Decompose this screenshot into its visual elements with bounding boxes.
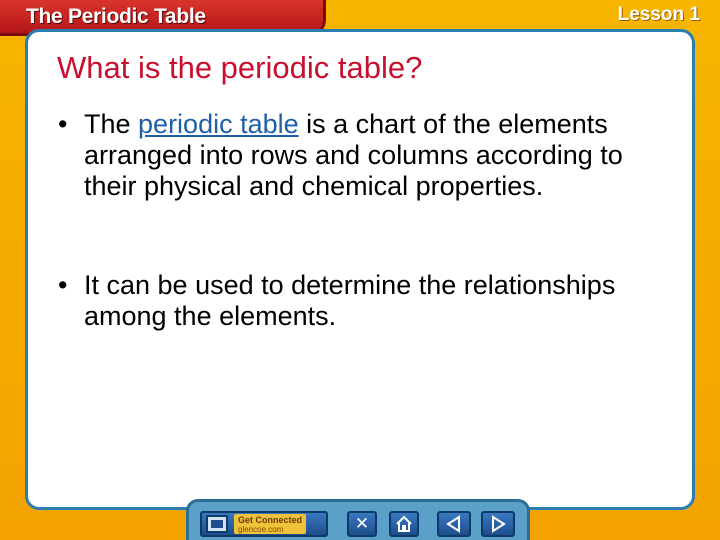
bullet-item-2 <box>58 270 658 332</box>
close-icon: ✕ <box>354 513 370 534</box>
home-icon <box>395 515 413 533</box>
close-button[interactable] <box>347 511 377 537</box>
bullet-marker: • <box>58 270 68 300</box>
bullet-text: It can be used to determine the relationships among the elements. <box>84 270 616 331</box>
navigation-bar <box>186 499 530 540</box>
term-link[interactable]: periodic table <box>138 109 299 139</box>
get-connected-text: Get Connected <box>238 514 303 525</box>
bullet-marker: • <box>58 109 68 139</box>
bullet-text-end: is a chart of the elements arranged into rows and columns according to their physical and chemical properties. <box>84 109 623 201</box>
computer-icon <box>206 515 228 533</box>
bullet-item-1 <box>58 109 658 202</box>
home-button[interactable] <box>389 511 419 537</box>
get-connected-label <box>234 514 306 534</box>
get-connected-button[interactable] <box>200 511 328 537</box>
next-icon <box>489 515 507 533</box>
previous-button[interactable] <box>437 511 471 537</box>
previous-icon <box>445 515 463 533</box>
section-title: The Periodic Table <box>26 5 206 28</box>
lesson-label: Lesson 1 <box>617 4 700 25</box>
slide-heading: What is the periodic table? <box>57 50 423 85</box>
bullet-text <box>84 109 658 202</box>
bullet-text-start: The <box>84 109 139 139</box>
site-text: glencoe.com <box>238 524 284 534</box>
next-button[interactable] <box>481 511 515 537</box>
